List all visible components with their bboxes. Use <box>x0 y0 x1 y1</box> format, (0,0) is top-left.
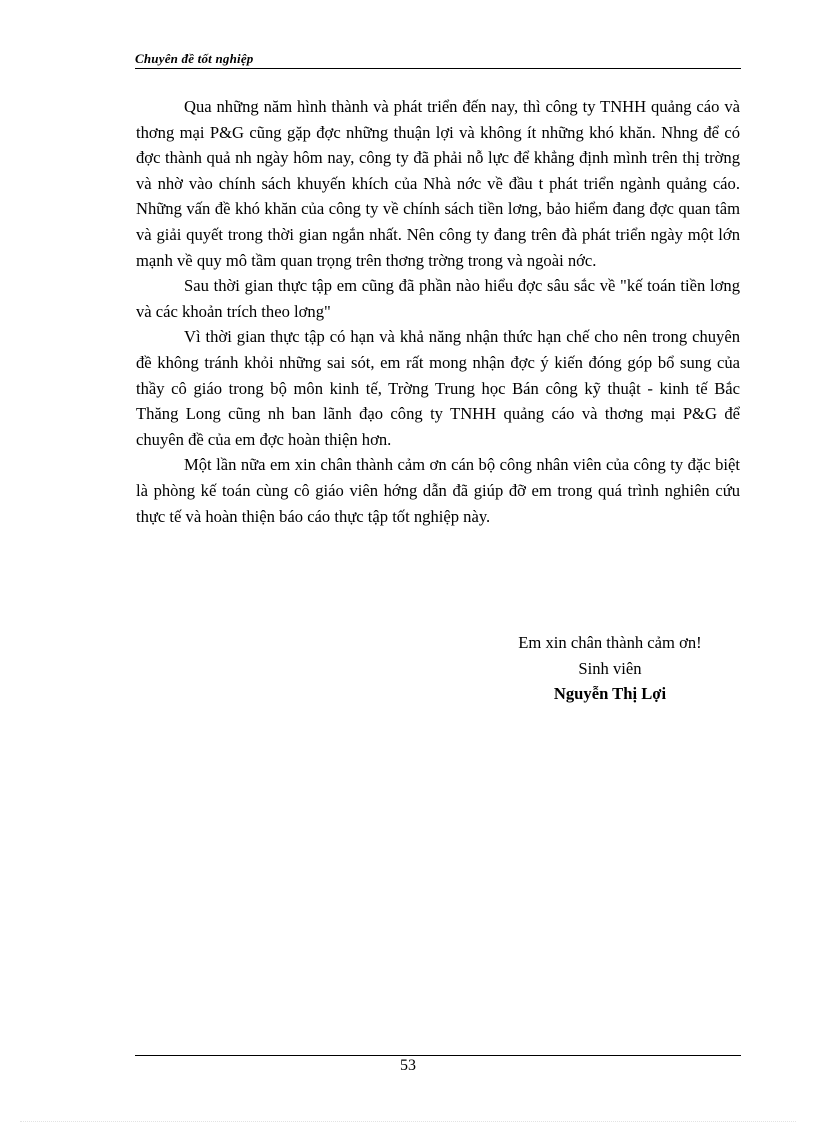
signer-name: Nguyễn Thị Lợi <box>553 684 667 703</box>
closing-thanks: Em xin chân thành cảm ơn! <box>518 633 702 652</box>
page-edge-divider <box>20 1121 796 1122</box>
page-header <box>135 50 741 69</box>
page-number: 53 <box>400 1057 416 1074</box>
paragraph: Qua những năm hình thành và phát triển đến nay, thì công ty TNHH quảng cáo và thơng mại P&G cũng gặp đợc những thuận lợi và không ít những khó khăn. Nhng để có đợc thành quả nh ngày hôm nay, công ty đã phải nỗ lực để khẳng định mình trên thị trờng và nhờ vào chính sách khuyến khích của Nhà nớc về đầu t phát triển ngành quảng cáo. Những vấn đề khó khăn của công ty về chính sách tiền lơng, bảo hiểm đang đợc quan tâm và giải quyết trong thời gian ngắn nhất. Nên công ty đang trên đà phát triển ngày một lớn mạnh về quy mô tầm quan trọng trên thơng trờng trong và ngoài nớc. <box>136 97 740 270</box>
signature-block <box>460 630 760 707</box>
signer-role: Sinh viên <box>578 658 642 678</box>
paragraph: Một lần nữa em xin chân thành cảm ơn cán bộ công nhân viên của công ty đặc biệt là phòng kế toán cùng cô giáo viên hớng dẫn đã giúp đỡ em trong quá trình nghiên cứu thực tế và hoàn thiện báo cáo thực tập tốt nghiệp này. <box>136 455 740 526</box>
body-text <box>136 94 740 529</box>
header-title: Chuyên đề tốt nghiệp <box>135 51 254 66</box>
footer-divider <box>135 1055 741 1056</box>
paragraph: Vì thời gian thực tập có hạn và khả năng nhận thức hạn chế cho nên trong chuyên đề không tránh khỏi những sai sót, em rất mong nhận đợc ý kiến đóng góp bổ sung của thầy cô giáo trong bộ môn kinh tế, Trờng Trung học Bán công kỹ thuật - kinh tế Bắc Thăng Long cũng nh ban lãnh đạo công ty TNHH quảng cáo và thơng mại P&G để chuyên đề của em đợc hoàn thiện hơn. <box>136 327 740 449</box>
paragraph: Sau thời gian thực tập em cũng đã phần nào hiểu đợc sâu sắc về "kế toán tiền lơng và các khoản trích theo lơng" <box>136 276 740 321</box>
